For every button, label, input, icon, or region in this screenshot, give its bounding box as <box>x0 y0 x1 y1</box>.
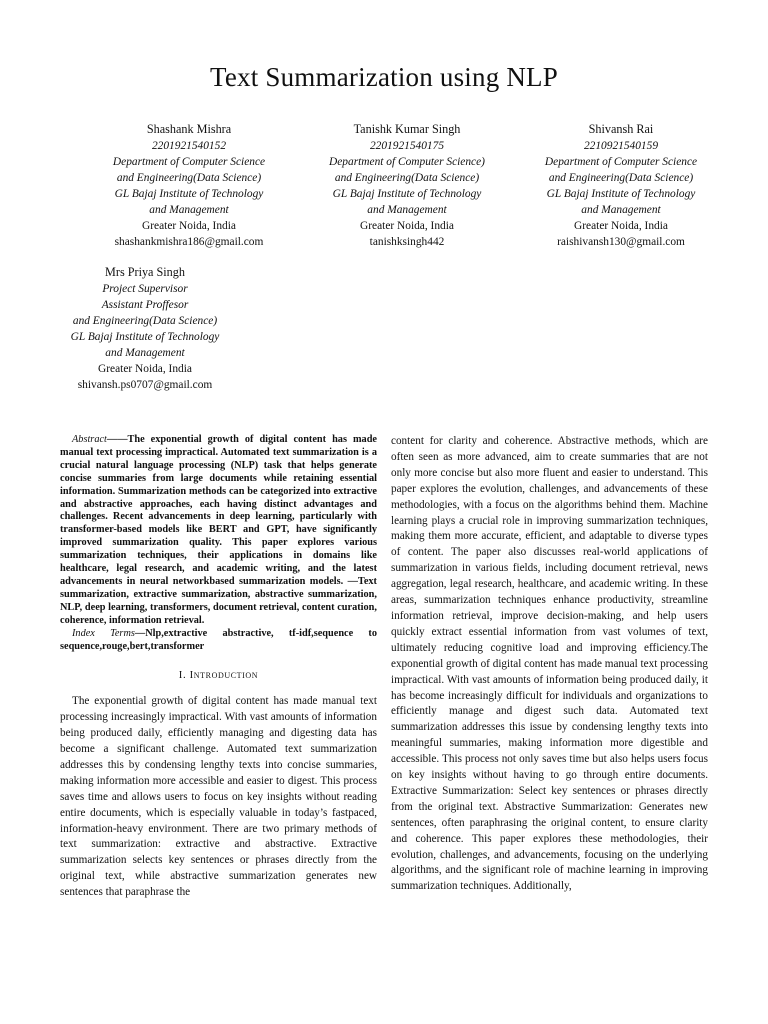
author-inst-line2: and Management <box>149 204 229 216</box>
author-dept-line1: Department of Computer Science <box>112 156 266 168</box>
author-dept-line1: Department of Computer Science <box>544 156 698 168</box>
section-number: I. <box>178 669 187 682</box>
author-role-line2: Assistant Proffesor <box>101 299 189 311</box>
index-terms <box>60 628 377 654</box>
author-email: shashankmishra186@gmail.com <box>114 236 264 248</box>
author-block-1 <box>86 121 292 250</box>
right-column <box>391 434 708 895</box>
author-email: raishivansh130@gmail.com <box>557 236 685 248</box>
index-terms-text: —Nlp,extractive abstractive, tf-idf,sequence to sequence,rouge,bert,transformer <box>60 627 377 652</box>
author-name: Mrs Priya Singh <box>105 265 185 279</box>
author-inst-line2: and Management <box>581 204 661 216</box>
author-location: Greater Noida, India <box>574 220 668 232</box>
author-location: Greater Noida, India <box>360 220 454 232</box>
author-inst-line1: GL Bajaj Institute of Technology <box>546 188 696 200</box>
author-dept-line1: Department of Computer Science) <box>329 156 485 168</box>
author-block-3 <box>522 121 720 250</box>
index-terms-label: Index Terms <box>72 627 135 639</box>
abstract-label: Abstract <box>72 434 107 445</box>
author-inst-line1: GL Bajaj Institute of Technology <box>332 188 482 200</box>
abstract <box>60 434 377 628</box>
author-name: Shivansh Rai <box>588 122 654 136</box>
author-name: Tanishk Kumar Singh <box>353 122 461 136</box>
abstract-text: The exponential growth of digital content has made manual text processing impractical. Automated text summarization is a crucial natural language processing (NLP) task that helps generate concise summaries from large documents while retaining essential information. Summarization methods can be categorized into extractive and abstractive approaches, each having distinct advantages and challenges. Recent advancements in deep learning, particularly with transformer-based models like BERT and GPT, have significantly improved summarization quality. This paper explores various summarization techniques, their applications in domains like healthcare, legal research, and academic writing, and the latest advancements in neural networkbased summarization models. —Text summarization, extractive summarization, abstractive summarization, NLP, deep learning, transformers, document retrieval, content curation, coherence, information retrieval. <box>60 434 377 626</box>
abstract-dash: —— <box>106 434 128 445</box>
right-column-paragraph: content for clarity and coherence. Abstractive methods, which are often seen as more advanced, aim to create summaries that are not only more concise but also more fluent and easier to understand. This paper explores the evolution, challenges, and advancements of these methodologies, with a focus on the algorithms behind them. Machine learning plays a crucial role in improving summarization techniques, making them more accurate, efficient, and adaptable to diverse types of content. The paper also discusses real-world applications of summarization in various fields, including document retrieval, news aggregation, legal research, healthcare, and academic writing. In these areas, summarization techniques enhance productivity, streamline information retrieval, improve decision-making, and help users quickly extract essential information from vast volumes of text, ultimately reducing cognitive load and improving efficiency.The exponential growth of digital content has made manual text processing impractical. With vast amounts of information being produced daily, it has become increasingly difficult for individuals and organizations to efficiently manage and digest such data. Automated text summarization addresses this issue by condensing lengthy texts into meaningful summaries, making information more digestible and accessible. This process not only saves time but also helps users focus on key insights without having to go through entire documents. Extractive Summarization: Select key sentences or phrases directly from the original text. Abstractive Summarization: Generates new sentences, often paraphrasing the original content, to ensure clarity and coherence. This paper explores these methodologies, their evolution, challenges, and advancements, focusing on the underlying algorithms, and the significant role of machine learning in improving summarization techniques. Additionally, <box>391 435 708 893</box>
author-location: Greater Noida, India <box>98 363 192 375</box>
author-location: Greater Noida, India <box>142 220 236 232</box>
author-dept-line2: and Engineering(Data Science) <box>334 172 480 184</box>
author-block-2 <box>296 121 518 250</box>
author-block-supervisor <box>40 264 250 393</box>
author-roll: 2210921540159 <box>583 140 659 152</box>
paper-title: Text Summarization using NLP <box>210 62 558 92</box>
author-dept-line2: and Engineering(Data Science) <box>116 172 262 184</box>
author-dept-line2: and Engineering(Data Science) <box>548 172 694 184</box>
left-column <box>60 434 377 901</box>
author-roll: 2201921540152 <box>151 140 227 152</box>
author-inst-line2: and Management <box>105 347 185 359</box>
author-roll: 2201921540175 <box>369 140 445 152</box>
author-inst-line2: and Management <box>367 204 447 216</box>
author-name: Shashank Mishra <box>146 122 232 136</box>
author-inst-line1: GL Bajaj Institute of Technology <box>70 331 220 343</box>
author-inst-line1: GL Bajaj Institute of Technology <box>114 188 264 200</box>
intro-paragraph: The exponential growth of digital content has made manual text processing increasingly impractical. With vast amounts of information being produced daily, efficiently managing and digesting data has become a significant challenge. Automated text summarization addresses this by condensing lengthy texts into concise summaries, making information more accessible and easier to digest. This process saves time and allows users to focus on key insights without reading entire documents, which is especially valuable in today’s fastpaced, information-heavy environment. There are two primary methods of text summarization: extractive and abstractive. Extractive summarization selects key sentences or phrases directly from the original text, while abstractive summarization generates new sentences that paraphrase the <box>60 695 377 899</box>
author-dept-line2: and Engineering(Data Science) <box>72 315 218 327</box>
author-email: tanishksingh442 <box>369 236 445 248</box>
author-role-line1: Project Supervisor <box>102 283 188 295</box>
section-title: Introduction <box>189 669 259 682</box>
author-email: shivansh.ps0707@gmail.com <box>77 379 213 391</box>
section-heading <box>60 668 377 684</box>
